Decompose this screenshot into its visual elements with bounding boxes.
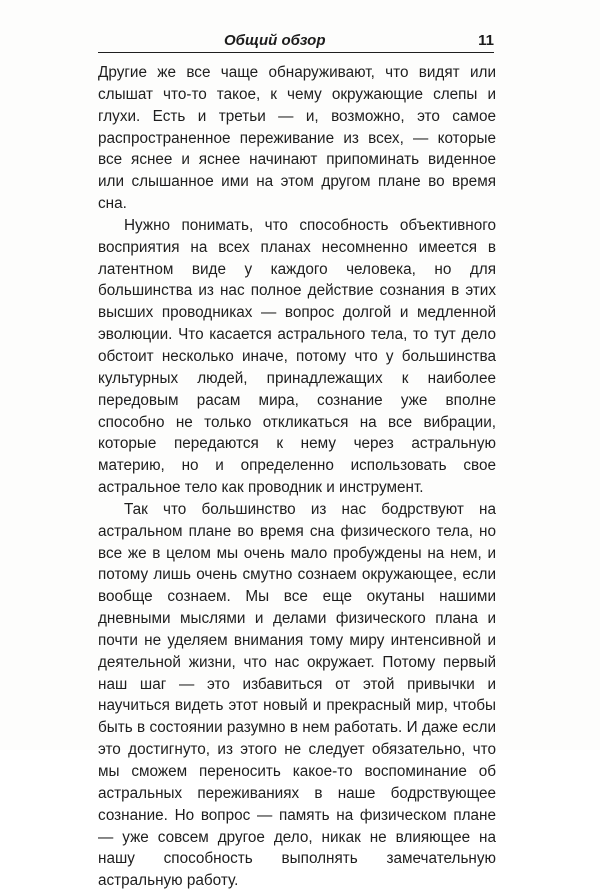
chapter-title: Общий обзор [224, 32, 326, 49]
page-number: 11 [478, 32, 494, 49]
paragraph-2: Нужно понимать, что способность объективного восприятия на всех планах несомненно имеется в латентном виде у каждого человека, но для большинства из нас полное действие сознания в этих высших проводниках — вопрос долгой и медленной эволюции. Что касается астрального тела, то тут дело обстоит несколько иначе, потому что у большинства культурных людей, принадлежащих к наиболее передовым расам мира, сознание уже вполне способно не только откликаться на все вибрации, которые передаются к нему через астральную материю, но и определенно использовать свое астральное тело как проводник и инструмент. [98, 216, 496, 497]
paragraph-3: Так что большинство из нас бодрствуют на астральном плане во время сна физического тела, но все же в целом мы очень мало пробуждены на нем, и потому лишь очень смутно сознаем окружающее, если вообще сознаем. Мы все еще окутаны нашими дневными мыслями и делами физического плана и почти не уделяем внимания тому миру интенсивной и деятельной жизни, что нас окружает. Потому первый наш шаг — это избавиться от этой привычки и научиться видеть этот новый и прекрасный мир, чтобы быть в состоянии разумно в нем работать. И даже если это достигнуто, из этого не следует обязательно, что мы сможем переносить какое-то воспоминание об астральных переживаниях в наше бодрствующее сознание. Но вопрос — память на физическом плане — уже совсем другое дело, никак не влияющее на нашу способность выполнять замечательную астральную работу. [98, 500, 496, 890]
running-header [98, 30, 494, 53]
body-text [98, 62, 496, 892]
paragraph-1: Другие же все чаще обнаруживают, что видят или слышат что-то такое, к чему окружающие слепы и глухи. Есть и третьи — и, возможно, это самое распространенное переживание из всех, — которые все яснее и яснее начинают припоминать виденное или слышанное ими на этом другом плане во время сна. [98, 64, 496, 213]
